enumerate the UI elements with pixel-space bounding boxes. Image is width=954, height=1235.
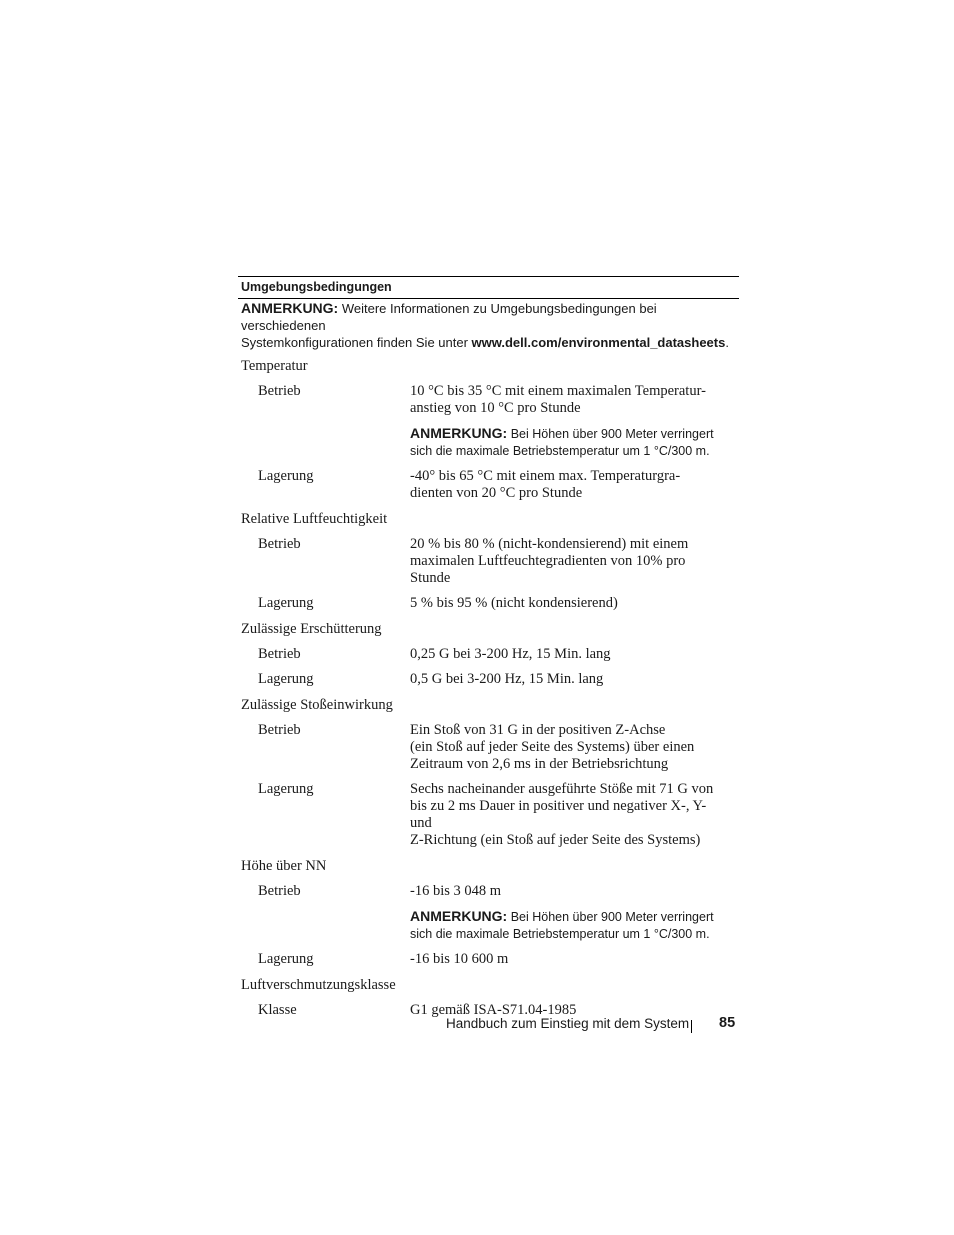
value-line: -16 bis 3 048 m <box>410 883 502 899</box>
row-hoehe-lagerung <box>238 951 739 976</box>
value-line: anstieg von 10 °C pro Stunde <box>410 400 581 416</box>
value-line: dienten von 20 °C pro Stunde <box>410 485 583 501</box>
row-label: Betrieb <box>258 883 301 899</box>
row-value: 5 % bis 95 % (nicht kondensierend) <box>410 595 618 611</box>
row-stoss-lagerung <box>238 781 739 857</box>
note-url-link[interactable]: www.dell.com/environmental_datasheets <box>471 335 726 350</box>
category-stoss: Zulässige Stoßeinwirkung <box>241 697 393 713</box>
note-text: sich die maximale Betriebstemperatur um 1 °C/300 m. <box>410 927 710 941</box>
row-label: Lagerung <box>258 468 314 484</box>
row-erschuetterung-lagerung <box>238 671 739 696</box>
row-erschuetterung-betrieb <box>238 646 739 671</box>
value-line: bis zu 2 ms Dauer in positiver und negativer X-, Y- und <box>410 798 707 831</box>
note-label: ANMERKUNG: <box>241 300 339 316</box>
note-text-2: Systemkonfigurationen finden Sie unter <box>241 335 472 350</box>
row-label: Lagerung <box>258 671 314 687</box>
value-line: maximalen Luftfeuchtegradienten von 10% pro Stunde <box>410 553 686 586</box>
note-end: . <box>725 335 729 350</box>
note-environment <box>238 299 739 351</box>
value-line: Zeitraum von 2,6 ms in der Betriebsrichtung <box>410 756 669 772</box>
row-label: Betrieb <box>258 646 301 662</box>
row-value <box>410 468 720 502</box>
value-line: 20 % bis 80 % (nicht-kondensierend) mit einem <box>410 536 689 552</box>
value-line: 10 °C bis 35 °C mit einem maximalen Temperatur- <box>410 383 706 399</box>
row-feuchtigkeit-lagerung <box>238 595 739 620</box>
row-value <box>410 536 720 587</box>
note-text: Weitere Informationen zu Umgebungsbedingungen bei verschiedenen <box>241 301 657 333</box>
value-line: Sechs nacheinander ausgeführte Stöße mit 71 G von <box>410 781 714 797</box>
note-text: Bei Höhen über 900 Meter verringert <box>507 427 714 441</box>
row-label: Betrieb <box>258 536 301 552</box>
category-erschuetterung: Zulässige Erschütterung <box>241 621 382 637</box>
row-label: Betrieb <box>258 383 301 399</box>
row-value <box>410 781 720 849</box>
footer-title: Handbuch zum Einstieg mit dem System <box>446 1016 690 1031</box>
table-header: Umgebungsbedingungen <box>241 280 392 294</box>
note-text: Bei Höhen über 900 Meter verringert <box>507 910 714 924</box>
row-value: -16 bis 10 600 m <box>410 951 509 967</box>
note-text: sich die maximale Betriebstemperatur um 1 °C/300 m. <box>410 444 710 458</box>
row-label: Lagerung <box>258 781 314 797</box>
row-temperatur-betrieb <box>238 383 739 468</box>
page-number: 85 <box>719 1015 736 1031</box>
value-line: (ein Stoß auf jeder Seite des Systems) über einen <box>410 739 695 755</box>
row-value: 0,5 G bei 3-200 Hz, 15 Min. lang <box>410 671 604 687</box>
row-value <box>410 722 720 773</box>
row-temperatur-lagerung <box>238 468 739 510</box>
note-hoehe <box>410 908 720 943</box>
category-luftverschmutzung: Luftverschmutzungsklasse <box>241 977 396 993</box>
row-value: 0,25 G bei 3-200 Hz, 15 Min. lang <box>410 646 611 662</box>
row-label: Betrieb <box>258 722 301 738</box>
note-temperatur <box>410 425 720 460</box>
footer-separator <box>691 1020 692 1033</box>
row-label: Lagerung <box>258 951 314 967</box>
row-label: Lagerung <box>258 595 314 611</box>
environment-table <box>238 276 739 1027</box>
row-stoss-betrieb <box>238 722 739 781</box>
category-temperatur: Temperatur <box>241 358 308 374</box>
row-value <box>410 883 720 943</box>
note-label: ANMERKUNG: <box>410 908 508 924</box>
note-label: ANMERKUNG: <box>410 425 508 441</box>
row-hoehe-betrieb <box>238 883 739 951</box>
row-feuchtigkeit-betrieb <box>238 536 739 595</box>
value-line: Ein Stoß von 31 G in der positiven Z-Achse <box>410 722 666 738</box>
row-label: Klasse <box>258 1002 297 1018</box>
row-value: G1 gemäß ISA-S71.04-1985 <box>410 1002 577 1018</box>
category-hoehe: Höhe über NN <box>241 858 327 874</box>
value-line: Z-Richtung (ein Stoß auf jeder Seite des Systems) <box>410 832 701 848</box>
value-line: -40° bis 65 °C mit einem max. Temperaturgra- <box>410 468 681 484</box>
row-value <box>410 383 720 460</box>
category-feuchtigkeit: Relative Luftfeuchtigkeit <box>241 511 388 527</box>
